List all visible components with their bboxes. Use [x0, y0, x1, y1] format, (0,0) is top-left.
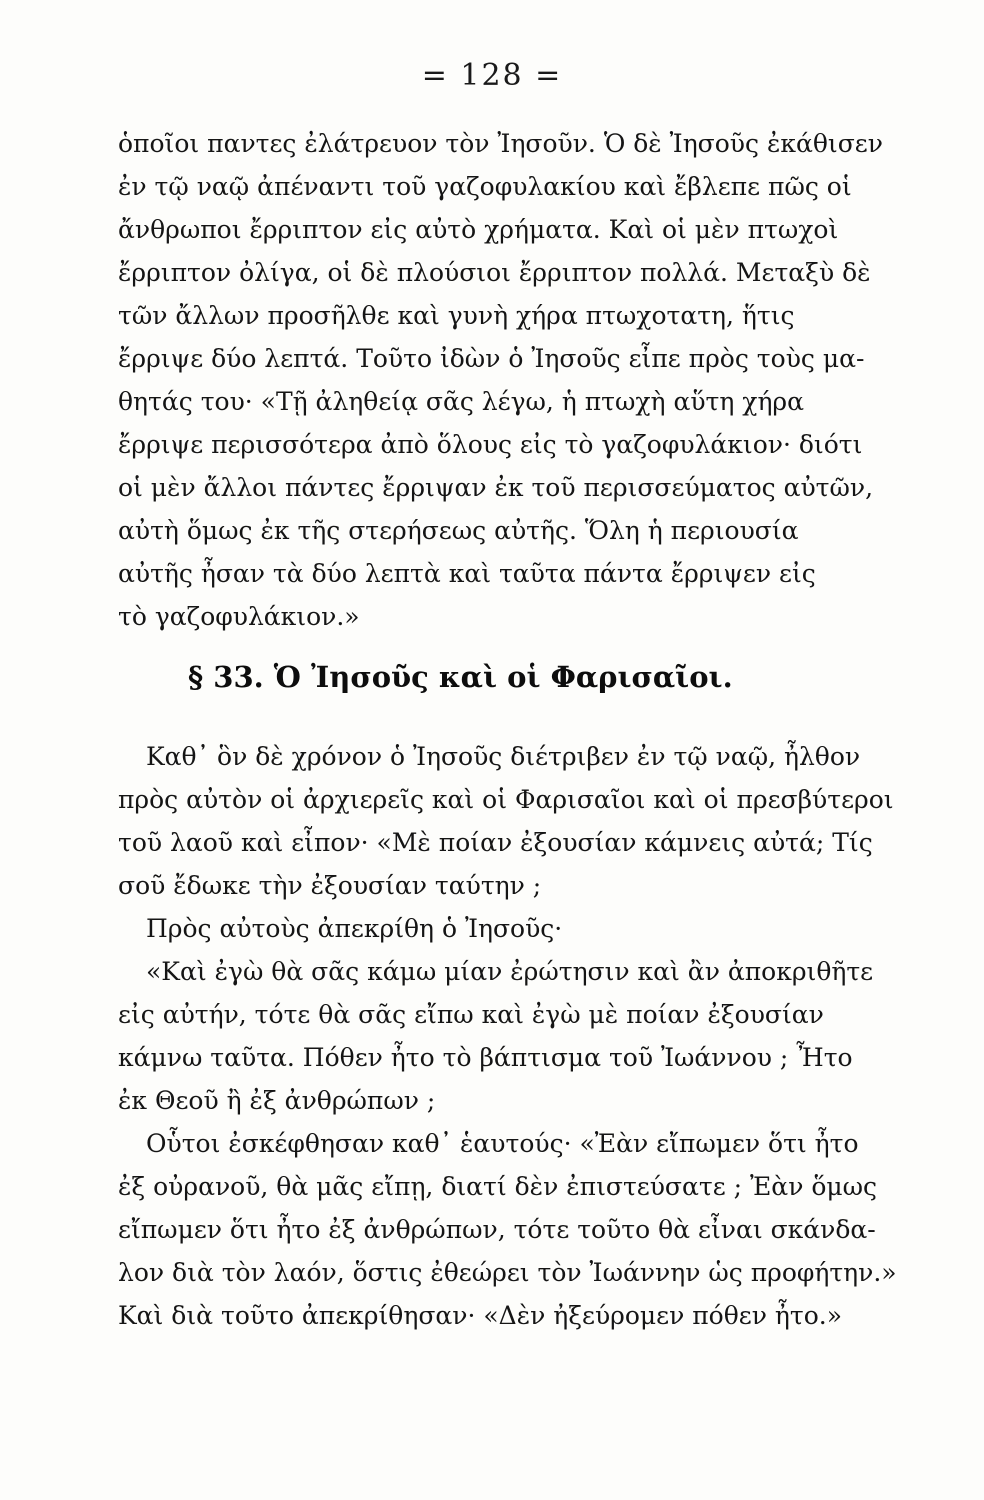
text-line: Οὗτοι ἐσκέφθησαν καθ᾽ ἑαυτούς· «Ἐὰν εἴπωμεν ὅτι ἦτο: [146, 1129, 859, 1158]
section-heading: § 33. Ὁ Ἰησοῦς καὶ οἱ Φαρισαῖοι.: [188, 660, 733, 694]
paragraph-deliberation: [118, 1122, 940, 1337]
text-line: ὁποῖοι παντες ἐλάτρευον τὸν Ἰησοῦν. Ὁ δὲ Ἰησοῦς ἐκάθισεν: [118, 129, 883, 158]
text-line: κάμνω ταῦτα. Πόθεν ἦτο τὸ βάπτισμα τοῦ Ἰωάννου ; Ἦτο: [118, 1043, 853, 1072]
paragraph-authority-question: [118, 735, 940, 907]
text-line: ἐξ οὐρανοῦ, θὰ μᾶς εἴπῃ, διατί δὲν ἐπιστεύσατε ; Ἐὰν ὅμως: [118, 1172, 878, 1201]
paragraph-widow-offering: [118, 122, 940, 638]
text-line: «Καὶ ἐγὼ θὰ σᾶς κάμω μίαν ἐρώτησιν καὶ ἂν ἀποκριθῆτε: [146, 957, 874, 986]
text-line: οἱ μὲν ἄλλοι πάντες ἔρριψαν ἐκ τοῦ περισσεύματος αὐτῶν,: [118, 473, 874, 502]
text-line: θητάς του· «Τῇ ἀληθείᾳ σᾶς λέγω, ἡ πτωχὴ αὕτη χήρα: [118, 387, 804, 416]
text-line: ἐν τῷ ναῷ ἀπέναντι τοῦ γαζοφυλακίου καὶ ἔβλεπε πῶς οἱ: [118, 172, 852, 201]
text-line: εἰς αὐτήν, τότε θὰ σᾶς εἴπω καὶ ἐγὼ μὲ ποίαν ἐξουσίαν: [118, 1000, 824, 1029]
paragraph-jesus-answered: [118, 907, 940, 950]
text-line: ἐκ Θεοῦ ἢ ἐξ ἀνθρώπων ;: [118, 1086, 436, 1115]
text-line: τοῦ λαοῦ καὶ εἶπον· «Μὲ ποίαν ἐξουσίαν κάμνεις αὐτά; Τίς: [118, 828, 873, 857]
text-line: ἔρριπτον ὀλίγα, οἱ δὲ πλούσιοι ἔρριπτον πολλά. Μεταξὺ δὲ: [118, 258, 871, 287]
text-line: τὸ γαζοφυλάκιον.»: [118, 602, 360, 631]
text-line: λον διὰ τὸν λαόν, ὅστις ἐθεώρει τὸν Ἰωάννην ὡς προφήτην.»: [118, 1258, 897, 1287]
text-line: Πρὸς αὐτοὺς ἀπεκρίθη ὁ Ἰησοῦς·: [146, 914, 563, 943]
text-line: εἴπωμεν ὅτι ἦτο ἐξ ἀνθρώπων, τότε τοῦτο θὰ εἶναι σκάνδα-: [118, 1215, 876, 1244]
text-line: αὐτὴ ὅμως ἐκ τῆς στερήσεως αὐτῆς. Ὅλη ἡ περιουσία: [118, 516, 799, 545]
paragraph-jesus-reply: [118, 950, 940, 1122]
text-line: τῶν ἄλλων προσῆλθε καὶ γυνὴ χήρα πτωχοτατη, ἥτις: [118, 301, 795, 330]
text-line: ἄνθρωποι ἔρριπτον εἰς αὐτὸ χρήματα. Καὶ οἱ μὲν πτωχοὶ: [118, 215, 839, 244]
page-number: = 128 =: [421, 58, 563, 93]
text-line: πρὸς αὐτὸν οἱ ἀρχιερεῖς καὶ οἱ Φαρισαῖοι καὶ οἱ πρεσβύτεροι: [118, 785, 894, 814]
text-line: σοῦ ἔδωκε τὴν ἐξουσίαν ταύτην ;: [118, 871, 542, 900]
text-line: αὐτῆς ἦσαν τὰ δύο λεπτὰ καὶ ταῦτα πάντα ἔρριψεν εἰς: [118, 559, 816, 588]
text-line: Καθ᾽ ὃν δὲ χρόνον ὁ Ἰησοῦς διέτριβεν ἐν τῷ ναῷ, ἦλθον: [146, 742, 861, 771]
text-line: ἔρριψε δύο λεπτά. Τοῦτο ἰδὼν ὁ Ἰησοῦς εἶπε πρὸς τοὺς μα-: [118, 344, 865, 373]
text-line: Καὶ διὰ τοῦτο ἀπεκρίθησαν· «Δὲν ἠξεύρομεν πόθεν ἦτο.»: [118, 1301, 842, 1330]
text-line: ἔρριψε περισσότερα ἀπὸ ὅλους εἰς τὸ γαζοφυλάκιον· διότι: [118, 430, 863, 459]
